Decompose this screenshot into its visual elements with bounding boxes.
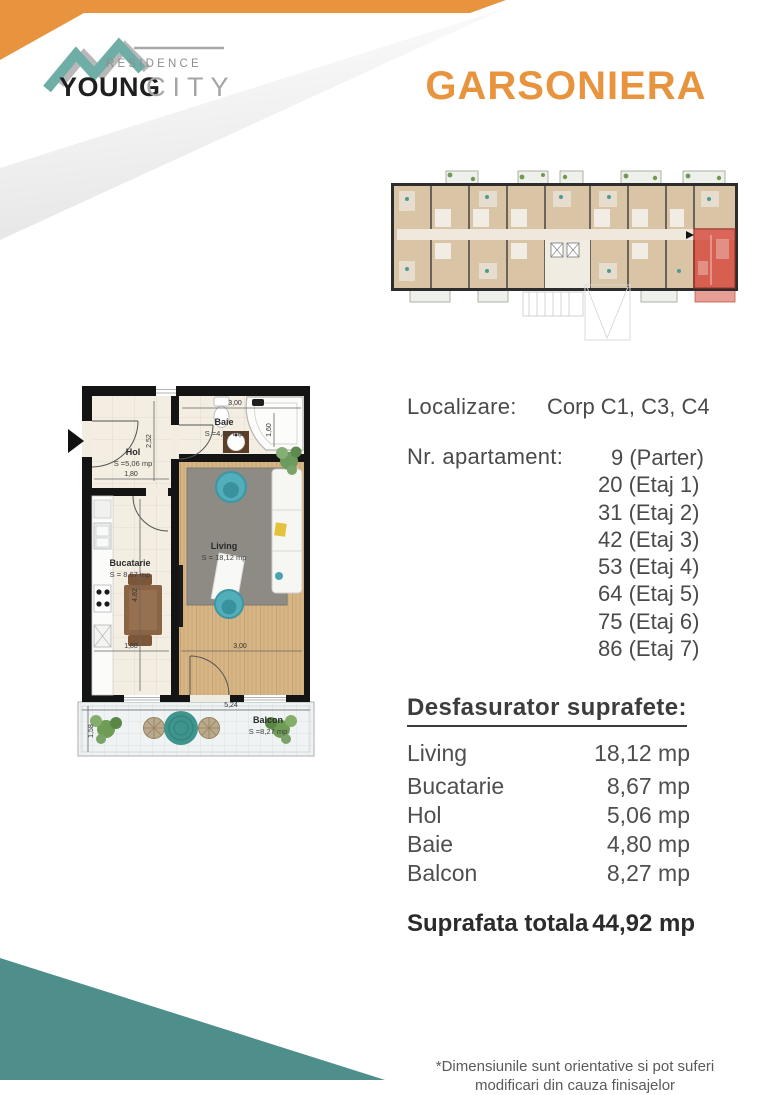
logo-city-text: CITY: [146, 72, 236, 102]
teal-corner-graphic: [0, 958, 385, 1080]
logo-young-text: YOUNG: [59, 72, 161, 102]
dim-buc-h: 4,82: [132, 588, 139, 602]
dim-balcon-w: 5,24: [224, 702, 238, 709]
living-furniture: [179, 447, 302, 628]
localizare-value: Corp C1, C3, C4: [547, 394, 710, 419]
surface-row: [407, 802, 690, 831]
dim-baie-w: 3,00: [228, 400, 242, 407]
stair-core: [545, 240, 590, 288]
surface-row: [407, 831, 690, 860]
surface-row-value: 5,06 mp: [606, 802, 690, 828]
total-row: [407, 910, 695, 938]
suprafete-heading: Desfasurator suprafete:: [407, 694, 687, 727]
localizare-label: Localizare:: [407, 394, 517, 419]
apartament-item: 53 (Etaj 4): [598, 554, 700, 580]
baie-label: Baie: [214, 417, 234, 427]
apartament-list: [598, 444, 738, 662]
site-outline: [523, 285, 630, 340]
hol-area: S =5,06 mp: [113, 459, 153, 468]
dim-balcon-h: 1,58: [88, 724, 95, 738]
total-label: Suprafata totala: [407, 910, 589, 937]
hol-label: Hol: [125, 447, 141, 457]
apartament-item: 42 (Etaj 3): [598, 526, 700, 552]
footer-disclaimer: [385, 1057, 765, 1095]
surface-row-label: Hol: [407, 802, 442, 828]
balcon-label: Balcon: [252, 715, 284, 725]
company-logo: [26, 26, 241, 102]
footer-disclaimer-line2: modificari din cauza finisajelor: [474, 1077, 676, 1094]
apartment-floor-plan: [68, 373, 316, 765]
surface-table: [407, 740, 690, 889]
apartament-item: 9 (Parter): [611, 445, 704, 470]
baie-area: S =4,80 mp: [204, 429, 244, 438]
building-body: [391, 183, 738, 291]
living-area: S = 18,12 mp: [201, 553, 247, 562]
surface-row-label: Baie: [407, 831, 454, 857]
bucatarie-label: Bucatarie: [109, 558, 151, 568]
surface-row: [407, 740, 690, 769]
dim-hol-h: 2,52: [146, 434, 153, 448]
balcony-plants: [448, 173, 722, 182]
surface-row-value: 4,80 mp: [606, 831, 690, 857]
building-floor-overview-plan: [383, 165, 745, 405]
surface-row: [407, 773, 690, 802]
highlighted-unit: [694, 229, 735, 288]
total-value: 44,92 mp: [592, 910, 695, 937]
apartament-item: 31 (Etaj 2): [598, 499, 700, 525]
footer-disclaimer-line1: *Dimensiunile sunt orientative si pot suferi: [435, 1058, 715, 1075]
apartament-item: 75 (Etaj 6): [598, 608, 700, 634]
localizare-row: [407, 394, 710, 420]
balcon-area: S =8,27 mp: [248, 727, 288, 736]
dim-hol-w: 1,80: [124, 471, 138, 478]
bucatarie-area: S = 8,67 mp: [109, 570, 151, 579]
logo-residence-text: RESIDENCE: [106, 58, 202, 70]
dim-living-w: 3,00: [233, 643, 247, 650]
surface-row-value: 8,27 mp: [606, 860, 690, 886]
apartament-label: Nr. apartament:: [407, 444, 564, 469]
apartament-item: 20 (Etaj 1): [598, 472, 700, 498]
surface-row-label: Living: [407, 740, 468, 766]
apartament-item: 86 (Etaj 7): [598, 636, 700, 662]
page-title: GARSONIERA: [425, 64, 707, 108]
living-label: Living: [210, 541, 238, 551]
corridor: [397, 229, 735, 240]
surface-row-label: Bucatarie: [407, 773, 505, 799]
apartament-item: 64 (Etaj 5): [598, 581, 700, 607]
dim-baie-h: 1,60: [266, 423, 273, 437]
surface-row-value: 18,12 mp: [594, 740, 690, 766]
entrance-arrow-icon: [68, 429, 84, 453]
building-top-balconies: [446, 171, 725, 184]
surface-row-label: Balcon: [407, 860, 478, 886]
surface-row-value: 8,67 mp: [606, 773, 690, 799]
dim-buc-w: 1,80: [124, 643, 138, 650]
surface-row: [407, 860, 690, 889]
